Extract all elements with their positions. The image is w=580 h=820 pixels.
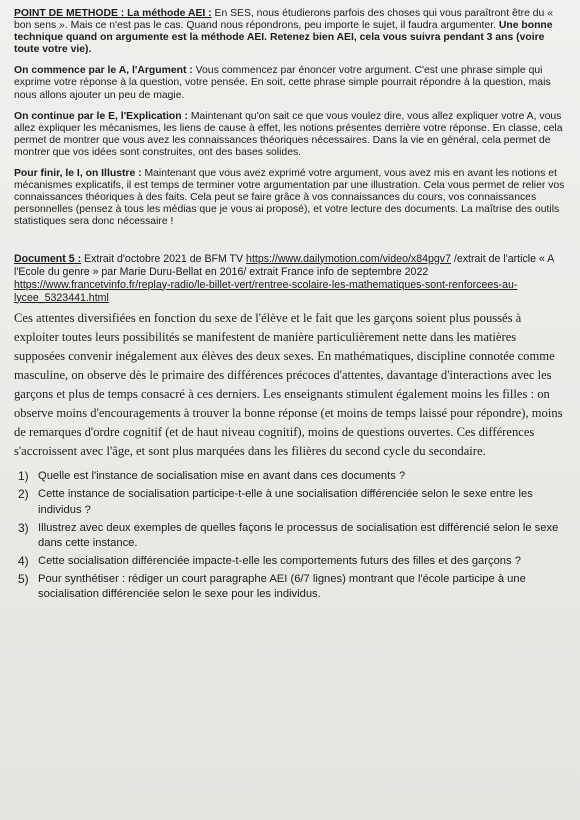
document-source-2: /extrait de l'article « A l'Ecole du genre » par Marie Duru-Bellat en 2016/ extrait France info de septembre 2022: [14, 252, 554, 278]
question-text: Cette socialisation différenciée impacte-t-elle les comportements futurs des filles et des garçons ?: [38, 554, 521, 567]
argument-heading: On commence par le A, l'Argument :: [14, 65, 193, 77]
illustration-heading: Pour finir, le I, on Illustre :: [14, 168, 142, 180]
question-number: 3): [18, 520, 29, 535]
question-text: Quelle est l'instance de socialisation mise en avant dans ces documents ?: [38, 470, 406, 483]
methode-explication: [14, 111, 566, 159]
methode-argument: [14, 65, 566, 101]
document-source-1: Extrait d'octobre 2021 de BFM TV: [81, 252, 247, 265]
explication-text: Maintenant qu'on sait ce que vous voulez dire, vous allez expliquer votre A, vous allez expliquer les mécanismes, les liens de cause à effet, les notions présentes derrière votre réponse. En classe, cela permet de montrer que vous avez les connaissances théoriques nécessaires. Dans la vie en général, cela permet de montrer que vos idées sont construites, ont des bases solides.: [14, 110, 563, 158]
question-number: 5): [18, 571, 29, 586]
methode-intro: [14, 8, 566, 56]
question-number: 2): [18, 487, 29, 502]
question-number: 1): [18, 469, 29, 484]
document-text: Ces attentes diversifiées en fonction du sexe de l'élève et le fait que les garçons soient plus poussés à exploiter toutes leurs possibilités se manifestent de manière particulièrement nette dans les matières supposées convenir inégalement aux élèves des deux sexes. En mathématiques, discipline connotée comme masculine, on observe dès le primaire des différences précoces d'attentes, davantage d'interactions avec les garçons et plus de temps consacré à ces derniers. Les enseignants stimulent également moins les filles : on observe moins d'encouragements à trouver la bonne réponse (et moins de temps laissé pour répondre), moins de remarques d'ordre cognitif (et de haut niveau cognitif), moins de questions ouvertes. Ces différences s'accroissent avec l'âge, et sont plus marquées dans les filières du second cycle du secondaire.: [14, 310, 563, 459]
question-text: Cette instance de socialisation participe-t-elle à une socialisation différenciée selon le sexe entre les individus ?: [38, 488, 533, 516]
argument-text: Vous commencez par énoncer votre argument. C'est une phrase simple qui exprime votre réponse à la question, votre pensée. En soit, cette phrase simple pourrait répondre à la question, mais nous allons ajouter un peu de magie.: [14, 65, 551, 101]
question-item: [14, 554, 566, 570]
methode-title: POINT DE METHODE : La méthode AEI :: [14, 8, 212, 19]
question-item: [14, 572, 566, 603]
methode-intro-bold: Une bonne technique quand on argumente est la méthode AEI. Retenez bien AEI, cela vous suivra pendant 3 ans (voire toute votre vie).: [14, 20, 553, 56]
questions-list: [14, 469, 566, 603]
document-link-1[interactable]: https://www.dailymotion.com/video/x84pgv7: [246, 252, 451, 265]
question-item: [14, 521, 566, 552]
question-item: [14, 469, 566, 485]
explication-heading: On continue par le E, l'Explication :: [14, 110, 188, 122]
question-number: 4): [18, 553, 29, 568]
methode-illustration: [14, 168, 566, 228]
methode-intro-text: En SES, nous étudierons parfois des choses qui vous paraîtront être du « bon sens ». Mais ce n'est pas le cas. Quand nous répondrons, peu importe le sujet, il faudra argumenter.: [14, 8, 553, 32]
illustration-text: Maintenant que vous avez exprimé votre argument, vous avez mis en avant les notions et mécanismes explicatifs, il est temps de terminer votre argumentation par une illustration. Cela vous permet de relier vos connaissances théoriques à des faits. Cela peut se faire grâce à vos connaissances du cours, vos connaissances personnelles (pensez à tous les médias que je vous ai proposé), et votre lecture des documents. La maîtrise des outils statistiques sera donc nécessaire !: [14, 168, 565, 228]
document-link-2[interactable]: https://www.francetvinfo.fr/replay-radio/le-billet-vert/rentree-scolaire-les-mathematiques-sont-renforcees-au-lycee_5323441.html: [14, 278, 518, 304]
question-text: Illustrez avec deux exemples de quelles façons le processus de socialisation est différencié selon le sexe dans cette instance.: [38, 521, 559, 550]
question-item: [14, 487, 566, 518]
document-source: [14, 253, 566, 305]
document-label: Document 5 :: [14, 252, 82, 265]
question-text: Pour synthétiser : rédiger un court paragraphe AEI (6/7 lignes) montrant que l'école participe à une socialisation différenciée selon le sexe pour les individus.: [38, 572, 526, 601]
